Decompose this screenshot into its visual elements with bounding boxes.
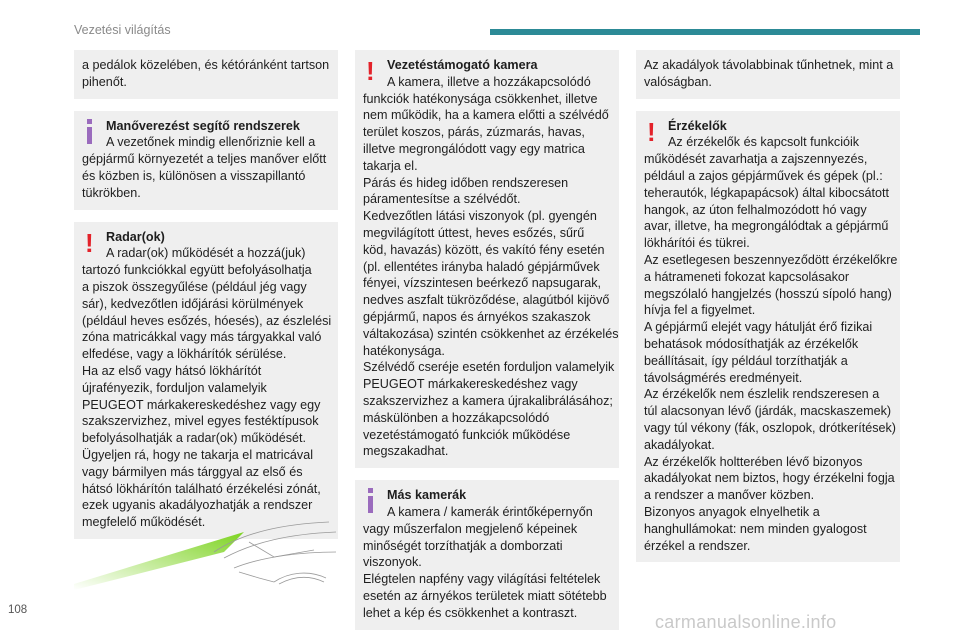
box-title: Vezetéstámogató kamera	[387, 58, 538, 72]
box-text-line: avar, illetve, ha megrongálódtak a gépjármű	[644, 219, 889, 234]
car-illustration	[74, 512, 338, 592]
box-text-line: Az érzékelők nem észlelik rendszeresen a	[644, 387, 880, 402]
box-title: Radar(ok)	[106, 229, 165, 244]
box-text-line: vezetéstámogató funkciók működése	[363, 427, 571, 442]
box-text-line: teherautók, légkapapácsok) által kibocsátott	[644, 185, 890, 200]
box-title: Érzékelők	[668, 118, 727, 133]
box-text-line: pihenőt.	[82, 74, 127, 89]
box-text-line: hangok, az úton felhalmozódott hó vagy	[644, 202, 867, 217]
box-text-line: máskülönben a hozzákapcsolódó	[363, 410, 550, 425]
warning-box	[355, 50, 619, 468]
box-text-line: lökhárítói és tükrei.	[644, 236, 750, 251]
box-title: Más kamerák	[387, 488, 467, 503]
box-text-line: hanghullámokat: nem minden gyalogost	[644, 521, 867, 536]
box-text-line: beállításait, így például torzíthatják a	[644, 353, 848, 368]
box-text-line: Ha az első vagy hátsó lökhárítót	[82, 363, 262, 378]
box-text-line: tükrökben.	[82, 185, 141, 200]
box-text-line: Szélvédő cseréje esetén forduljon valamelyik	[363, 360, 615, 375]
box-text-line: Elégtelen napfény vagy világítási feltételek	[363, 572, 601, 587]
box-text-line: viszonyok.	[363, 555, 422, 570]
car-outline	[214, 522, 336, 584]
box-text-line: illetve megrongálódott vagy egy matrica	[363, 141, 585, 156]
info-icon	[85, 119, 94, 144]
box-text-line: terület koszos, párás, zúzmarás, havas,	[363, 125, 585, 140]
box-text-line: A kamera, illetve a hozzákapcsolódó	[387, 74, 591, 89]
box-text-line: hátsó lökhárítón található érzékelési zónát,	[82, 481, 321, 496]
box-text-line: gépjármű, napos és árnyékos szakaszok	[363, 309, 591, 324]
box-text-line: behatások módosíthatják az érzékelők	[644, 336, 859, 351]
box-text-line: takarja el.	[363, 158, 418, 173]
warning-icon: !	[85, 227, 94, 258]
warning-icon: !	[647, 116, 656, 147]
box-text-line: Kedvezőtlen látási viszonyok (pl. gyengén	[363, 209, 597, 224]
box-text-line: működését zavarhatja a zajszennyezés,	[644, 152, 868, 167]
box-text-line: távolságmérés eredményeit.	[644, 370, 803, 385]
column-3	[636, 50, 900, 574]
box-text-line: vagy túl vékony (fák, oszlopok, drótkerítések)	[644, 420, 896, 435]
box-text-line: újrafényezik, forduljon valamelyik	[82, 380, 267, 395]
box-text-line: gépjármű környezetét a teljes manőver előtt	[82, 152, 327, 167]
box-text-line: váltakozása) szintén csökkenhet az érzékelés	[363, 326, 619, 341]
box-text-line: a rendszer a manőver közben.	[644, 488, 815, 503]
box-text-line: lehet a kép és csökkenhet a kontraszt.	[363, 605, 578, 620]
box-text-line: szakszervizhez a kamera újrakalibrálásához;	[363, 393, 613, 408]
box-text-line: sár), kedvezőtlen időjárási körülmények	[82, 296, 304, 311]
box-text-line: nedves aszfalt tükröződése, alagútból kijövő	[363, 293, 610, 308]
info-icon	[366, 488, 375, 513]
column-2	[355, 50, 619, 642]
box-text-line: PEUGEOT márkakereskedéshez vagy egy	[82, 397, 321, 412]
box-text-line: tartozó funkciókkal együtt befolyásolhatja	[82, 263, 312, 278]
box-text-line: Bizonyos anyagok elnyelhetik a	[644, 504, 820, 519]
box-text-line: és közben is, különösen a visszapillantó	[82, 168, 306, 183]
box-text-line: befolyásolhatják a radar(ok) működését.	[82, 431, 307, 446]
text-box	[74, 50, 338, 99]
box-text-line: minőségét torzíthatják a domborzati	[363, 538, 563, 553]
box-text-line: A radar(ok) működését a hozzá(juk)	[106, 246, 306, 261]
box-text-line: akadályokat nem biztos, hogy érzékelni fogja	[644, 471, 895, 486]
watermark: carmanualsonline.info	[655, 612, 837, 632]
box-text-line: fényei, vízszintesen beérkező napsugarak,	[363, 276, 602, 291]
box-text-line: a pedálok közelében, és kétóránként tartson	[82, 58, 330, 72]
box-text-line: megszakadhat.	[363, 444, 449, 459]
box-text-line: megfelelő működését.	[82, 515, 206, 530]
box-text-line: zóna matricákkal vagy más tárgyakkal való	[82, 330, 322, 345]
box-text-line: Az érzékelők holtterében lévő bizonyos	[644, 454, 863, 469]
green-light-beam	[74, 532, 244, 590]
box-title: Manőverezést segítő rendszerek	[106, 118, 300, 133]
box-text-line: A vezetőnek mindig ellenőriznie kell a	[106, 135, 316, 150]
box-text-line: (például heves esőzés, hóesés), az észlelési	[82, 313, 332, 328]
text-box	[636, 50, 900, 99]
box-text-line: vagy bármilyen más tárggyal az első és	[82, 464, 303, 479]
box-text-line: Ügyeljen rá, hogy ne takarja el matricával	[82, 447, 313, 462]
box-text-line: például a zajos gépjárművek és gépek (pl.:	[644, 168, 883, 183]
box-text-line: valóságban.	[644, 74, 712, 89]
info-box	[355, 480, 619, 629]
box-text-line: PEUGEOT márkakereskedéshez vagy	[363, 377, 578, 392]
page-number: 108	[8, 604, 28, 616]
box-text-line: hatékonysága.	[363, 343, 445, 358]
box-text-line: megszólaló hangjelzés (hosszú sípoló hang)	[644, 286, 892, 301]
box-text-line: elfedése, vagy a lökhárítók sérülése.	[82, 347, 287, 362]
box-text-line: funkciók hatékonysága csökkenhet, illetve	[363, 91, 598, 106]
box-text-line: nem működik, ha a kamera előtti a szélvédő	[363, 108, 609, 123]
box-text-line: vagy műszerfalon megjelenő képeinek	[363, 521, 578, 536]
header-accent-bar	[490, 29, 920, 35]
warning-box	[636, 111, 900, 563]
section-title: Vezetési világítás	[74, 23, 171, 37]
box-text-line: Az esetlegesen beszennyeződött érzékelőkre	[644, 252, 898, 267]
info-box	[74, 111, 338, 210]
warning-box	[74, 222, 338, 539]
box-text-line: túl alacsonyan lévő (járdák, macskaszemek)	[644, 404, 892, 419]
box-text-line: megvilágított úttest, heves esőzés, sűrű	[363, 225, 585, 240]
warning-icon: !	[366, 56, 375, 86]
box-text-line: páramentesítse a szélvédőt.	[363, 192, 521, 207]
box-text-line: köd, havazás) között, és vakító fény esetén	[363, 242, 605, 257]
column-1	[74, 50, 338, 551]
box-text-line: hívja fel a figyelmet.	[644, 303, 756, 318]
box-text-line: (pl. ellentétes irányba haladó gépjárművek	[363, 259, 600, 274]
box-text-line: a piszok összegyűlése (például jég vagy	[82, 279, 307, 294]
box-text-line: szakszervizhez, mivel egyes festéktípusok	[82, 414, 319, 429]
box-text-line: Az akadályok távolabbinak tűnhetnek, mint a	[644, 58, 894, 72]
box-text-line: A kamera / kamerák érintőképernyőn	[387, 504, 593, 519]
box-text-line: esetén az árnyékos területek miatt sötétebb	[363, 588, 607, 603]
box-text-line: akadályokat.	[644, 437, 715, 452]
box-text-line: Párás és hideg időben rendszeresen	[363, 175, 569, 190]
box-text-line: A gépjármű elejét vagy hátulját érő fizikai	[644, 320, 873, 335]
box-text-line: Az érzékelők és kapcsolt funkcióik	[668, 135, 860, 150]
box-text-line: ezek ugyanis akadályozhatják a rendszer	[82, 498, 313, 513]
box-text-line: érzékel a rendszer.	[644, 538, 751, 553]
box-text-line: a hátrameneti fokozat kapcsolásakor	[644, 269, 850, 284]
